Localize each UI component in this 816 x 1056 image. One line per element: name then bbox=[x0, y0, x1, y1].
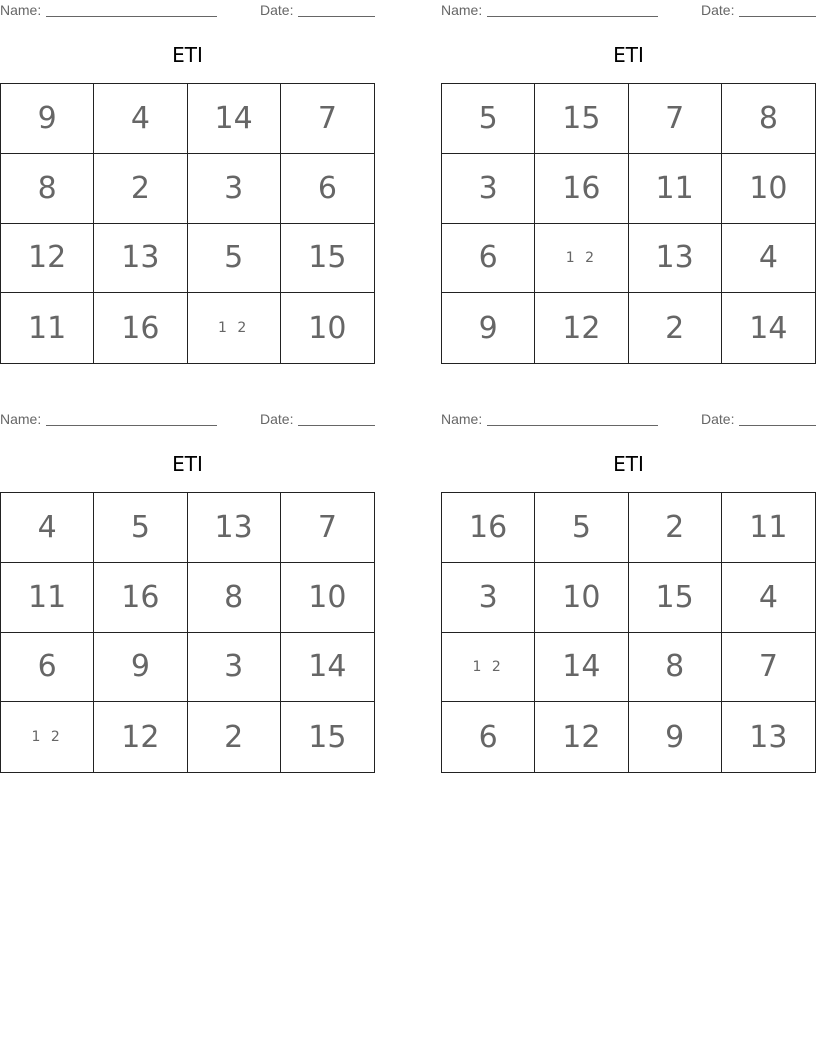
bingo-grid bbox=[0, 83, 375, 364]
grid-cell: 7 bbox=[281, 84, 374, 154]
grid-cell: 2 bbox=[629, 493, 722, 563]
grid-cell: 12 bbox=[535, 702, 628, 772]
grid-cell: 8 bbox=[1, 154, 94, 224]
grid-cell: 5 bbox=[188, 224, 281, 294]
grid-cell: 15 bbox=[629, 563, 722, 633]
grid-cell: 7 bbox=[629, 84, 722, 154]
card-title: ETI bbox=[613, 43, 644, 67]
grid-cell: 1 2 bbox=[188, 293, 281, 363]
card-title: ETI bbox=[172, 452, 203, 476]
grid-cell: 3 bbox=[188, 154, 281, 224]
grid-cell: 9 bbox=[1, 84, 94, 154]
date-label: Date: bbox=[701, 2, 735, 18]
name-label: Name: bbox=[441, 2, 483, 18]
grid-cell: 9 bbox=[94, 633, 187, 703]
card-header bbox=[441, 411, 816, 429]
grid-cell: 6 bbox=[442, 224, 535, 294]
date-label: Date: bbox=[260, 411, 294, 427]
grid-cell: 7 bbox=[722, 633, 815, 703]
grid-cell: 14 bbox=[188, 84, 281, 154]
grid-cell: 11 bbox=[722, 493, 815, 563]
date-write-line bbox=[298, 16, 375, 17]
grid-cell: 16 bbox=[535, 154, 628, 224]
grid-cell: 15 bbox=[535, 84, 628, 154]
grid-cell: 8 bbox=[188, 563, 281, 633]
grid-cell: 9 bbox=[442, 293, 535, 363]
grid-cell: 6 bbox=[442, 702, 535, 772]
bingo-card bbox=[441, 409, 816, 773]
grid-cell: 14 bbox=[535, 633, 628, 703]
name-write-line bbox=[46, 16, 217, 17]
grid-cell: 4 bbox=[722, 563, 815, 633]
grid-cell: 5 bbox=[535, 493, 628, 563]
grid-cell: 1 2 bbox=[442, 633, 535, 703]
grid-cell: 11 bbox=[1, 563, 94, 633]
grid-cell: 2 bbox=[94, 154, 187, 224]
bingo-grid bbox=[441, 492, 816, 773]
grid-cell: 13 bbox=[749, 719, 788, 755]
grid-cell: 4 bbox=[94, 84, 187, 154]
name-write-line bbox=[487, 16, 658, 17]
grid-cell: 3 bbox=[442, 154, 535, 224]
grid-cell: 9 bbox=[629, 702, 722, 772]
bingo-card bbox=[0, 0, 375, 364]
bingo-card bbox=[441, 0, 816, 364]
date-write-line bbox=[298, 425, 375, 426]
grid-cell: 5 bbox=[94, 493, 187, 563]
grid-cell: 3 bbox=[188, 633, 281, 703]
card-header bbox=[441, 2, 816, 20]
card-header bbox=[0, 2, 375, 20]
bingo-grid bbox=[0, 492, 375, 773]
date-write-line bbox=[739, 425, 816, 426]
grid-cell: 16 bbox=[94, 563, 187, 633]
grid-cell: 8 bbox=[722, 84, 815, 154]
grid-cell: 14 bbox=[749, 310, 788, 346]
bingo-grid bbox=[441, 83, 816, 364]
grid-cell: 16 bbox=[442, 493, 535, 563]
grid-cell: 10 bbox=[281, 563, 374, 633]
grid-cell: 12 bbox=[535, 293, 628, 363]
card-header bbox=[0, 411, 375, 429]
grid-cell: 10 bbox=[308, 310, 347, 346]
grid-cell: 13 bbox=[629, 224, 722, 294]
date-label: Date: bbox=[260, 2, 294, 18]
grid-cell: 12 bbox=[1, 224, 94, 294]
grid-cell: 2 bbox=[629, 293, 722, 363]
bingo-card bbox=[0, 409, 375, 773]
card-title: ETI bbox=[172, 43, 203, 67]
grid-cell: 11 bbox=[1, 293, 94, 363]
grid-cell: 13 bbox=[188, 493, 281, 563]
grid-cell: 16 bbox=[94, 293, 187, 363]
grid-cell: 7 bbox=[281, 493, 374, 563]
name-write-line bbox=[46, 425, 217, 426]
grid-cell: 15 bbox=[308, 719, 347, 755]
date-write-line bbox=[739, 16, 816, 17]
name-label: Name: bbox=[441, 411, 483, 427]
grid-cell: 10 bbox=[535, 563, 628, 633]
name-label: Name: bbox=[0, 2, 42, 18]
grid-cell: 3 bbox=[442, 563, 535, 633]
grid-cell: 14 bbox=[281, 633, 374, 703]
date-label: Date: bbox=[701, 411, 735, 427]
name-label: Name: bbox=[0, 411, 42, 427]
grid-cell: 13 bbox=[94, 224, 187, 294]
grid-cell: 5 bbox=[442, 84, 535, 154]
grid-cell: 15 bbox=[281, 224, 374, 294]
grid-cell: 12 bbox=[94, 702, 187, 772]
grid-cell: 4 bbox=[722, 224, 815, 294]
card-title: ETI bbox=[613, 452, 644, 476]
grid-cell: 11 bbox=[629, 154, 722, 224]
grid-cell: 1 2 bbox=[1, 702, 94, 772]
grid-cell: 6 bbox=[281, 154, 374, 224]
grid-cell: 2 bbox=[188, 702, 281, 772]
grid-cell: 4 bbox=[1, 493, 94, 563]
name-write-line bbox=[487, 425, 658, 426]
grid-cell: 6 bbox=[1, 633, 94, 703]
grid-cell: 10 bbox=[722, 154, 815, 224]
grid-cell: 1 2 bbox=[535, 224, 628, 294]
grid-cell: 8 bbox=[629, 633, 722, 703]
